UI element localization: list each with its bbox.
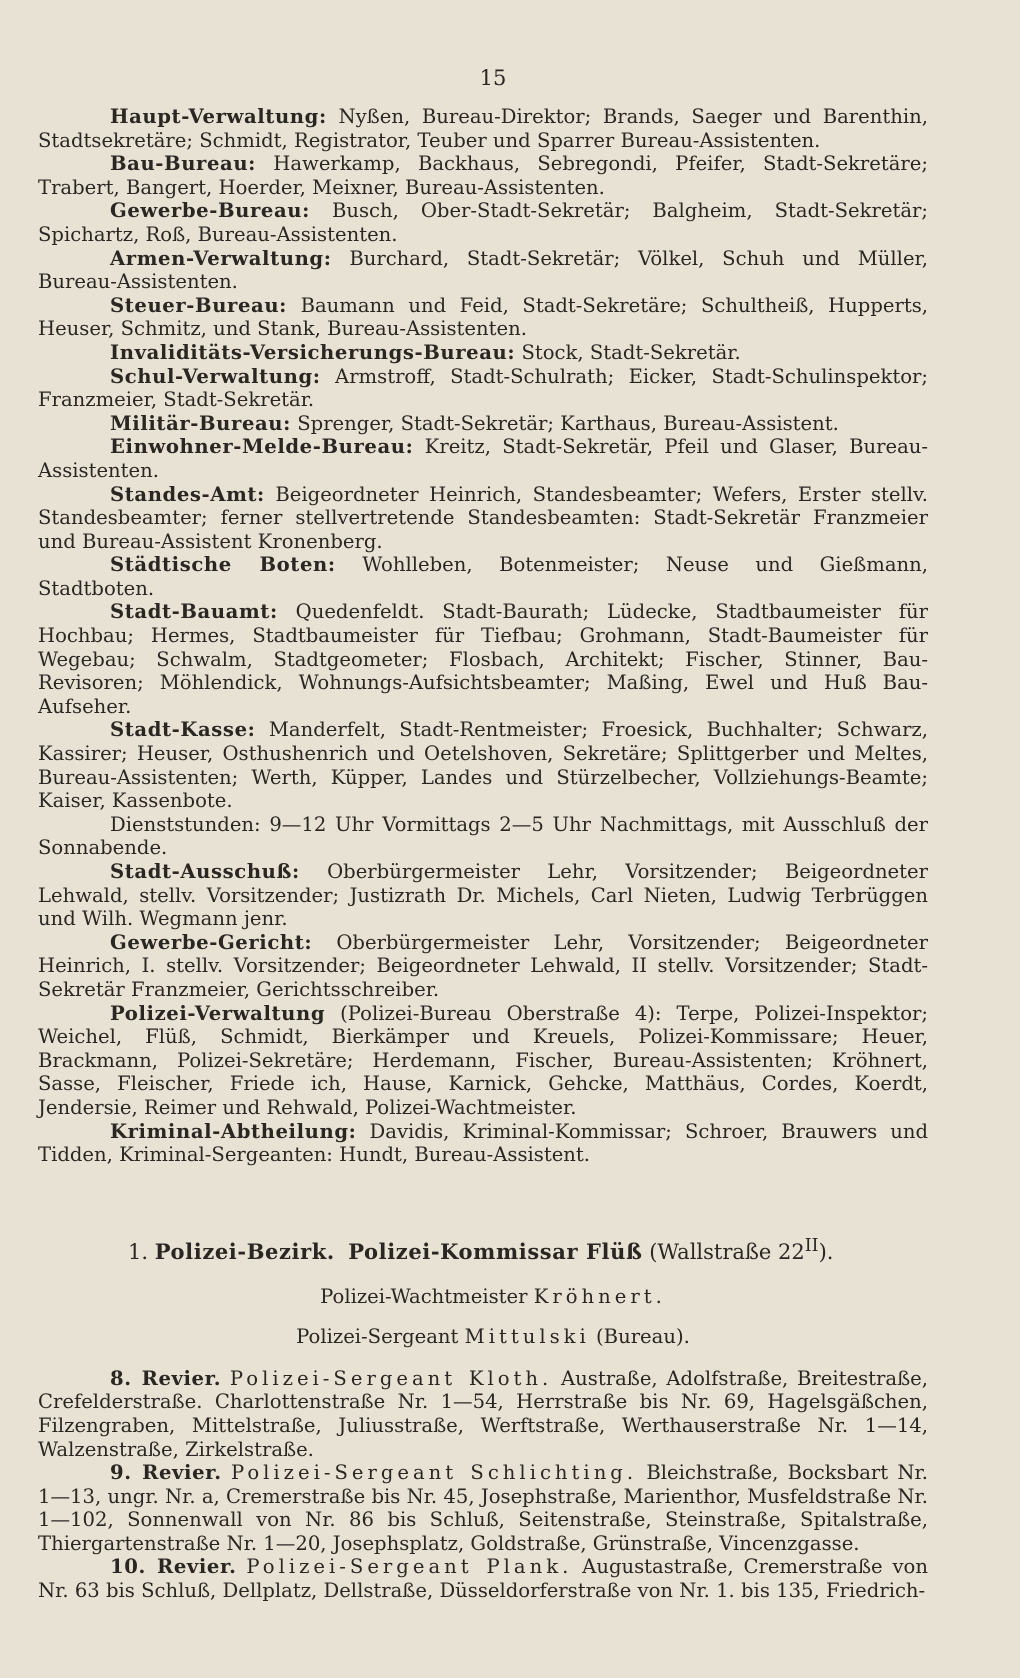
district-address-end: ).: [818, 1239, 834, 1264]
sergeant-line: [38, 1325, 928, 1349]
entry: [38, 435, 928, 482]
revier-streets: Augustastraße, Cremerstraße von Nr. 63 bis Schluß, Dellplatz, Dellstraße, Düsseldorferstraße von Nr. 1. bis 135, Friedrich-: [38, 1555, 928, 1603]
district-number: 1.: [128, 1239, 149, 1264]
revier-entry: [38, 1555, 928, 1602]
entry-text: Sprenger, Stadt-Sekretär; Karthaus, Bureau-Assistent.: [291, 411, 839, 435]
entry-head: Bau-Bureau:: [110, 152, 257, 176]
revier-streets: Austraße, Adolfstraße, Breitestraße, Crefelderstraße. Charlottenstraße Nr. 1—54, Herrstraße bis Nr. 69, Hagelsgäßchen, Filzengraben, Mittelstraße, Juliusstraße, Werftstraße, Werthauserstraße Nr. 1—14, Walzenstraße, Zirkelstraße.: [38, 1366, 928, 1461]
entry-text: Baumann und Feid, Stadt-Sekretäre; Schultheiß, Hupperts, Heuser, Schmitz, und Stank, Bureau-Assistenten.: [38, 293, 928, 341]
district-heading: [38, 1233, 928, 1265]
entry-text: Oberbürgermeister Lehr, Vorsitzender; Beigeordneter Heinrich, I. stellv. Vorsitzender; Beigeordneter Lehwald, II stellv. Vorsitzender; Stadt-Sekretär Franzmeier, Gerichtsschreiber.: [38, 930, 928, 1001]
entry: [38, 1002, 928, 1120]
entry-text: Manderfelt, Stadt-Rentmeister; Froesick, Buchhalter; Schwarz, Kassirer; Heuser, Osthushenrich und Oetelshoven, Sekretäre; Splittgerber und Meltes, Bureau-Assistenten; Werth, Küpper, Landes und Stürzelbecher, Vollziehungs-Beamte; Kaiser, Kassenbote.: [38, 718, 928, 813]
entry-text: Oberbürgermeister Lehr, Vorsitzender; Beigeordneter Lehwald, stellv. Vorsitzender; Justizrath Dr. Michels, Carl Nieten, Ludwig Terbrüggen und Wilh. Wegmann jenr.: [38, 860, 928, 931]
revier-sergeant: Polizei-Sergeant Schlichting.: [230, 1461, 638, 1485]
entry-text: Davidis, Kriminal-Kommissar; Schroer, Brauwers und Tidden, Kriminal-Sergeanten: Hundt, Bureau-Assistent.: [38, 1119, 928, 1167]
entry-head: Steuer-Bureau:: [110, 293, 288, 317]
district-commissioner: Polizei-Kommissar Flüß: [348, 1238, 643, 1264]
page-number: 15: [479, 66, 507, 90]
entry-text: Wohlleben, Botenmeister; Neuse und Gießmann, Stadtboten.: [38, 553, 928, 600]
entry-head: Gewerbe-Bureau:: [110, 199, 310, 223]
entry: [38, 1120, 928, 1167]
entry-text: Dienststunden: 9—12 Uhr Vormittags 2—5 Uhr Nachmittags, mit Ausschluß der Sonnabende.: [38, 812, 928, 860]
entry: [38, 718, 928, 812]
entry: [38, 412, 928, 436]
entry-text: Burchard, Stadt-Sekretär; Völkel, Schuh und Müller, Bureau-Assistenten.: [38, 246, 928, 294]
revier-streets: Bleichstraße, Bocksbart Nr. 1—13, ungr. Nr. a, Cremerstraße bis Nr. 45, Josephstraße, Marienthor, Musfeldstraße Nr. 1—102, Sonnenwall von Nr. 86 bis Schluß, Seitenstraße, Steinstraße, Spitalstraße, Thiergartenstraße Nr. 1—20, Josephsplatz, Goldstraße, Grünstraße, Vincenzgasse.: [38, 1461, 928, 1555]
entry-text: Hawerkamp, Backhaus, Sebregondi, Pfeifer, Stadt-Sekretäre; Trabert, Bangert, Hoerder, Meixner, Bureau-Assistenten.: [38, 152, 928, 199]
entry-head: Stadt-Bauamt:: [110, 600, 278, 624]
revier-sergeant: Polizei-Sergeant Kloth.: [229, 1366, 553, 1390]
sergeant-name: Mittulski: [464, 1324, 590, 1348]
entry-head: Invaliditäts-Versicherungs-Bureau:: [110, 340, 516, 364]
entry-text: Armstroff, Stadt-Schulrath; Eicker, Stadt-Schulinspektor; Franzmeier, Stadt-Sekretär.: [38, 364, 928, 412]
reviere: [38, 1367, 928, 1603]
revier-head: 9. Revier.: [110, 1461, 222, 1485]
entry: [38, 860, 928, 931]
entry-text: (Polizei-Bureau Oberstraße 4): Terpe, Polizei-Inspektor; Weichel, Flüß, Schmidt, Bierkämper und Kreuels, Polizei-Kommissare; Heuer, Brackmann, Polizei-Sekretäre; Herdemann, Fischer, Bureau-Assistenten; Kröhnert, Sasse, Fleischer, Friede ich, Hause, Karnick, Gehcke, Matthäus, Cordes, Koerdt, Jendersie, Reimer und Rehwald, Polizei-Wachtmeister.: [38, 1001, 928, 1119]
sergeant-label: Polizei-Sergeant: [296, 1324, 459, 1348]
entry-head: Polizei-Verwaltung: [110, 1001, 326, 1025]
entry: [38, 553, 928, 600]
wachtmeister-line: [38, 1285, 928, 1309]
entry-text: Busch, Ober-Stadt-Sekretär; Balgheim, Stadt-Sekretär; Spichartz, Roß, Bureau-Assistenten.: [38, 199, 928, 246]
entry-text: Quedenfeldt. Stadt-Baurath; Lüdecke, Stadtbaumeister für Hochbau; Hermes, Stadtbaumeister für Tiefbau; Grohmann, Stadt-Baumeister für Wegebau; Schwalm, Stadtgeometer; Flosbach, Architekt; Fischer, Stinner, Bau-Revisoren; Möhlendick, Wohnungs-Aufsichtsbeamter; Maßing, Ewel und Huß Bau-Aufseher.: [38, 600, 928, 718]
revier-head: 10. Revier.: [110, 1555, 237, 1579]
entry-text: Stock, Stadt-Sekretär.: [515, 340, 741, 364]
revier-entry: [38, 1461, 928, 1555]
entry-head: Schul-Verwaltung:: [110, 364, 321, 388]
entry: [38, 341, 928, 365]
entry: [38, 365, 928, 412]
entry-head: Stadt-Kasse:: [110, 718, 256, 742]
entries: [38, 105, 928, 1167]
entry-head: Einwohner-Melde-Bureau:: [110, 435, 414, 459]
entry-text: Beigeordneter Heinrich, Standesbeamter; Wefers, Erster stellv. Standesbeamter; ferner stellvertretende Standesbeamten: Stadt-Sekretär Franzmeier und Bureau-Assistent Kronenberg.: [38, 482, 928, 553]
entry-head: Gewerbe-Gericht:: [110, 930, 313, 954]
entry: [38, 931, 928, 1002]
entry: [38, 483, 928, 554]
wachtmeister-name: Kröhnert.: [533, 1284, 666, 1308]
entry: [38, 294, 928, 341]
sergeant-suffix: (Bureau).: [596, 1324, 690, 1348]
revier-entry: [38, 1367, 928, 1461]
entry-head: Haupt-Verwaltung:: [110, 105, 327, 128]
revier-head: 8. Revier.: [110, 1366, 222, 1390]
entry-head: Militär-Bureau:: [110, 411, 291, 435]
entry-head: Städtische Boten:: [110, 553, 336, 577]
district-address-floor: II: [804, 1235, 819, 1256]
entry-head: Standes-Amt:: [110, 482, 265, 506]
entry-text: Nyßen, Bureau-Direktor; Brands, Saeger und Barenthin, Stadtsekretäre; Schmidt, Registrator, Teuber und Sparrer Bureau-Assistenten.: [38, 105, 928, 152]
entry-text: Kreitz, Stadt-Sekretär, Pfeil und Glaser, Bureau-Assistenten.: [38, 435, 928, 482]
entry: [38, 247, 928, 294]
entry: [38, 152, 928, 199]
entry-head: Stadt-Ausschuß:: [110, 860, 300, 883]
entry: [38, 600, 928, 718]
district-address: (Wallstraße 22: [649, 1239, 805, 1264]
entry-head: Kriminal-Abtheilung:: [110, 1119, 357, 1143]
section-gap: [38, 1167, 928, 1233]
entry-head: Armen-Verwaltung:: [110, 246, 332, 270]
revier-sergeant: Polizei-Sergeant Plank.: [246, 1555, 573, 1579]
wachtmeister-label: Polizei-Wachtmeister: [320, 1284, 528, 1308]
entry: [38, 813, 928, 860]
entry: [38, 199, 928, 246]
district-title: Polizei-Bezirk.: [154, 1238, 335, 1264]
entry: [38, 105, 928, 152]
